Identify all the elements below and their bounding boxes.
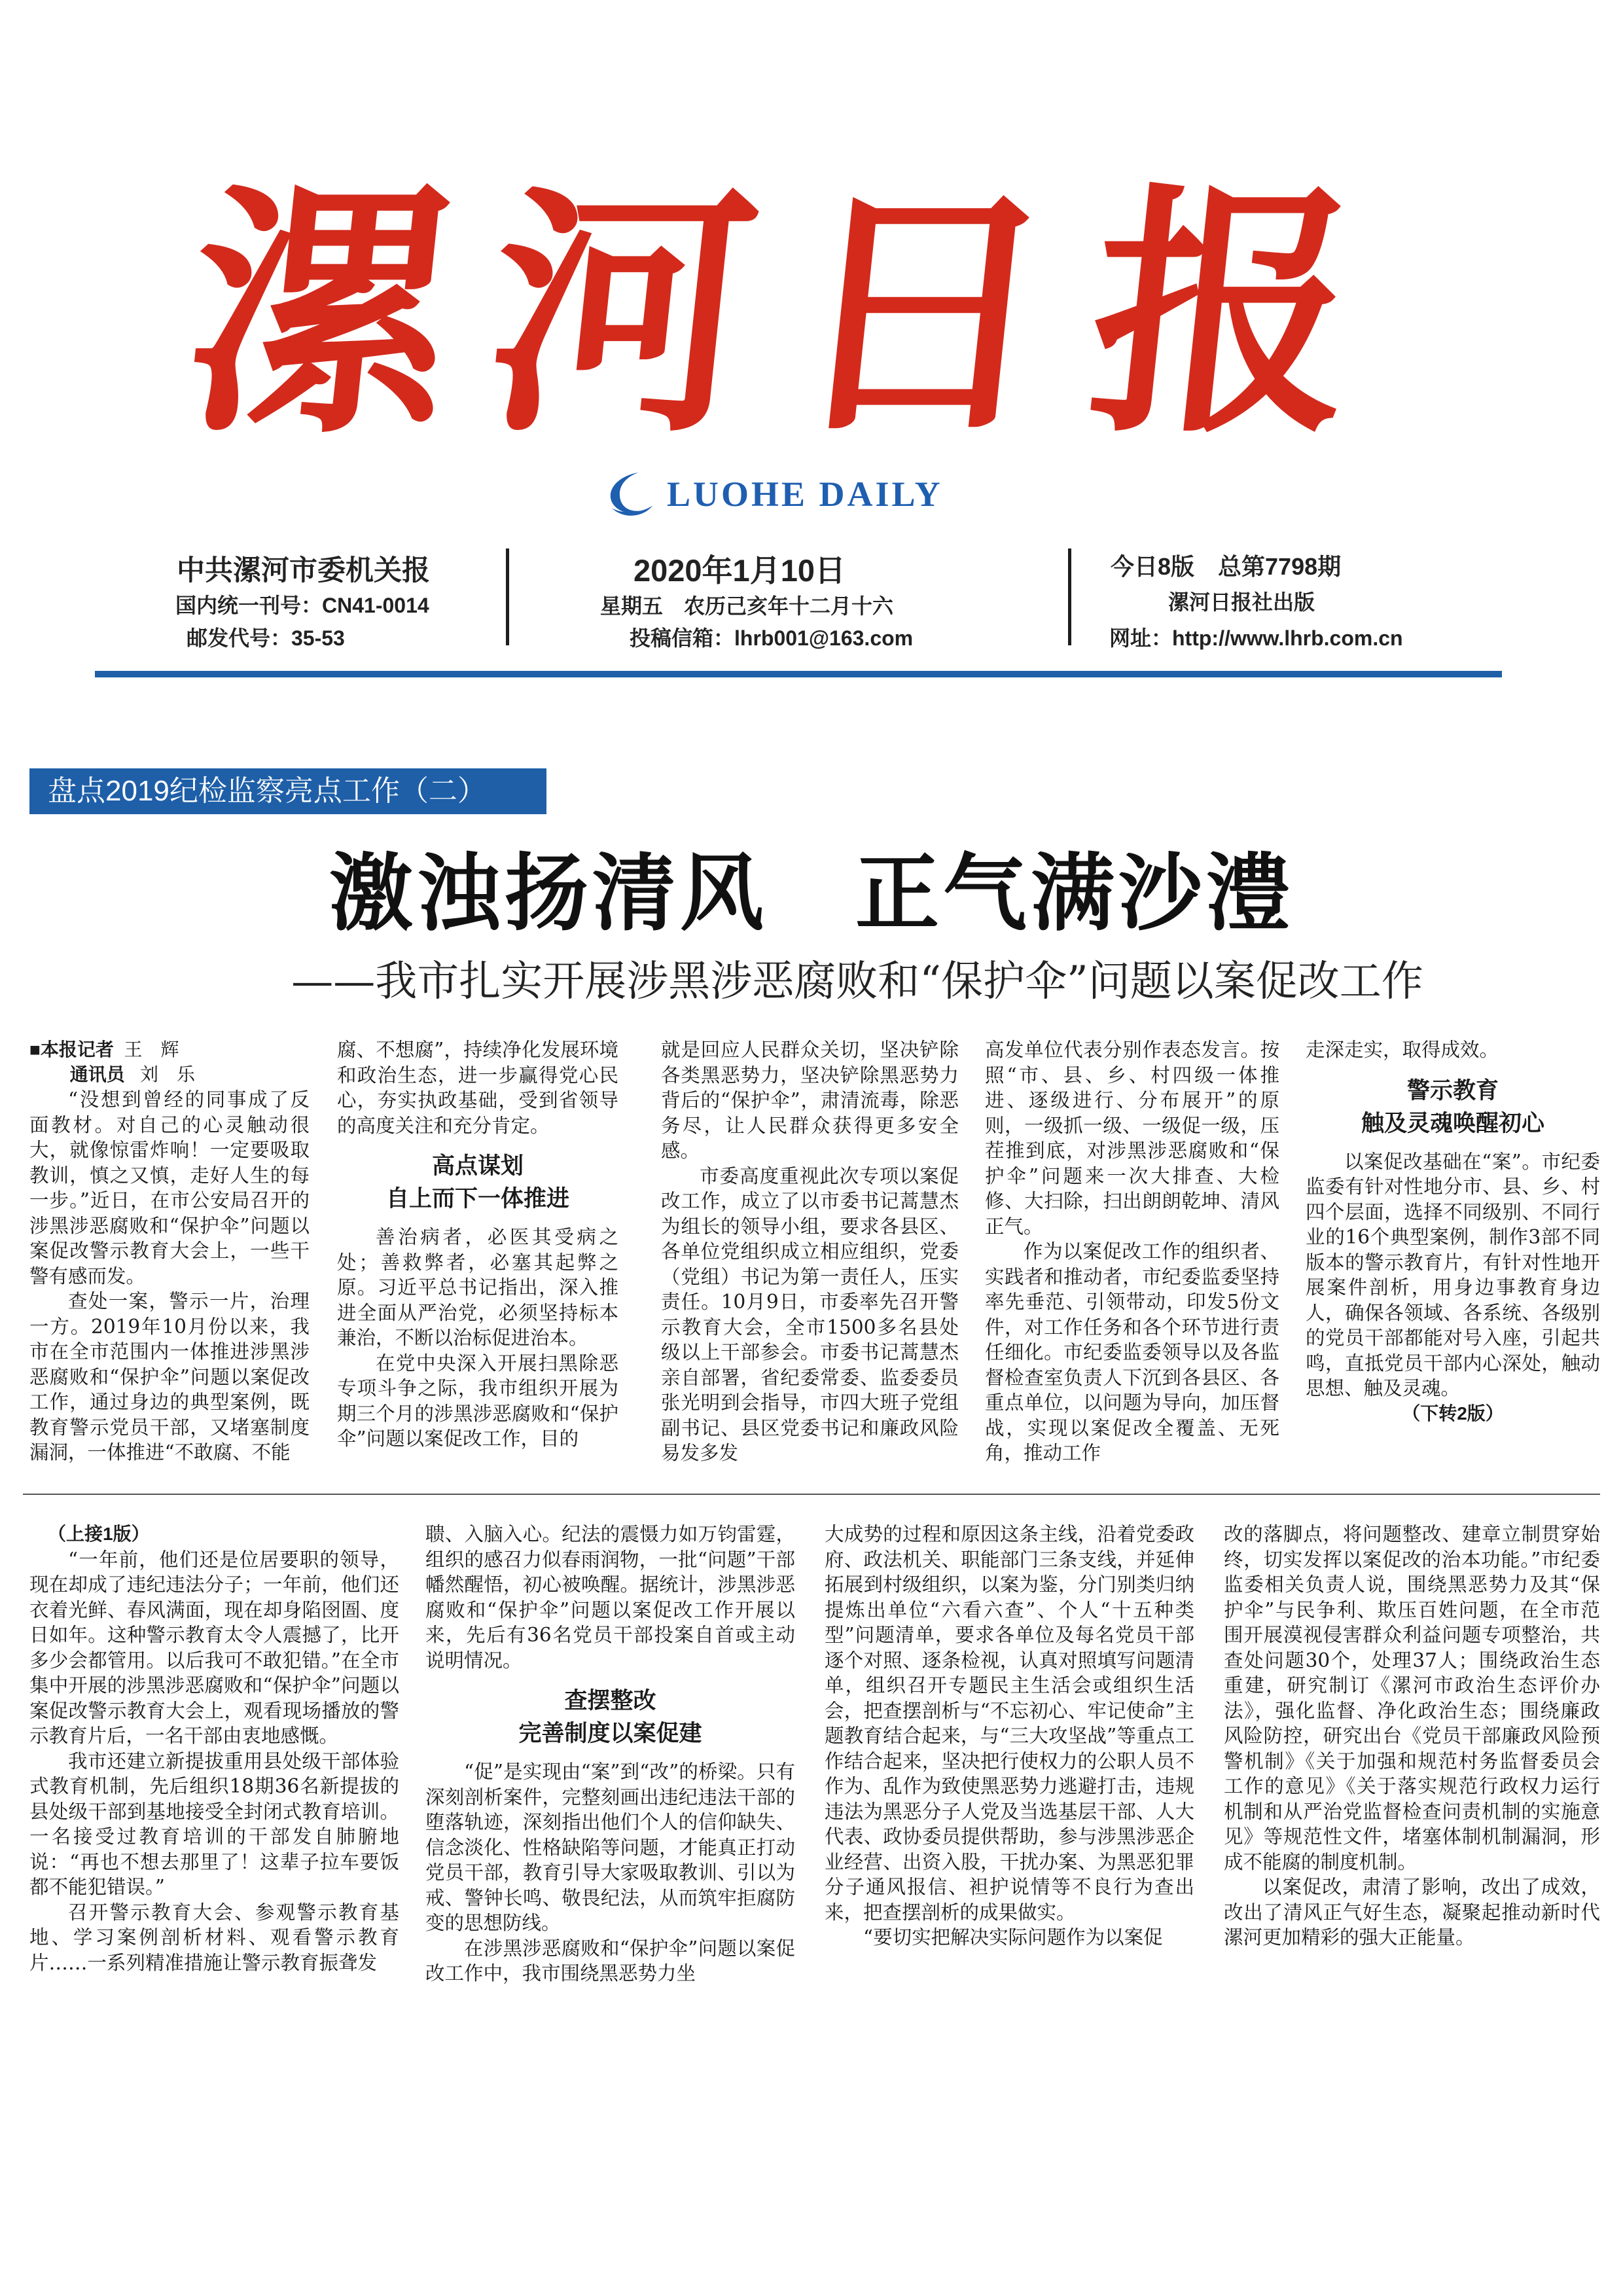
paragraph: 高发单位代表分别作表态发言。按照“市、县、乡、村四级一体推进、逐级进行、分布展开”的原则，一级抓一级、一级促一级，压茬推到底，对涉黑涉恶腐败和“保护伞”问题来一次大排查、大检修、大扫除，扫出朗朗乾坤、清风正气。	[985, 1039, 1279, 1238]
byline-correspondent: 通讯员 刘 乐	[69, 1064, 195, 1085]
paragraph: 召开警示教育大会、参观警示教育基地、学习案例剖析材料、观看警示教育片……一系列精准措施让警示教育振聋发	[29, 1901, 399, 1974]
section-divider	[23, 1494, 1600, 1495]
paragraph: 就是回应人民群众关切，坚决铲除各类黑恶势力，坚决铲除黑恶势力背后的“保护伞”，肃清流毒，除恶务尽，让人民群众获得更多安全感。	[661, 1039, 959, 1162]
lower-column-3	[825, 1522, 1194, 2026]
upper-column-5	[1306, 1037, 1600, 1476]
paragraph: 在党中央深入开展扫黑除恶专项斗争之际，我市组织开展为期三个月的涉黑涉恶腐败和“保护伞”问题以案促改工作，目的	[337, 1352, 618, 1450]
paragraph: “促”是实现由“案”到“改”的桥梁。只有深刻剖析案件，完整刻画出违纪违法干部的堕落轨迹，深刻指出他们个人的信仰缺失、信念淡化、性格缺陷等问题，才能真正打动党员干部，教育引导大家吸取教训、引以为戒、警钟长鸣、敬畏纪法，从而筑牢拒腐防变的思想防线。	[425, 1761, 795, 1934]
submission-email: 投稿信箱：lhrb001@163.com	[630, 626, 914, 650]
paragraph: 查处一案，警示一片，治理一方。2019年10月份以来，我市在全市范围内一体推进涉黑涉恶腐败和“保护伞”问题以案促改工作，通过身边的典型案例，既教育警示党员干部，又堵塞制度漏洞，一体推进“不敢腐、不能	[29, 1290, 310, 1463]
website: 网址：http://www.lhrb.com.cn	[1109, 626, 1403, 650]
lower-column-1	[29, 1522, 399, 2026]
paragraph: “要切实把解决实际问题作为以案促	[863, 1926, 1163, 1948]
subheading-rectification: 查摆整改 完善制度以案促建	[518, 1688, 702, 1746]
paragraph: 腐、不想腐”，持续净化发展环境和政治生态，进一步赢得党心民心，夯实执政基础，受到省领导的高度关注和充分肯定。	[337, 1039, 618, 1137]
upper-column-2	[337, 1037, 618, 1476]
lower-column-4	[1224, 1522, 1600, 2026]
paragraph: 市委高度重视此次专项以案促改工作，成立了以市委书记蒿慧杰为组长的领导小组，要求各县区、各单位党组织成立相应组织，党委（党组）书记为第一责任人，压实责任。10月9日，市委率先召开警示教育大会，全市1500多名县处级以上干部参会。市委书记蒿慧杰亲自部署，省纪委常委、监委委员张光明到会指导，市四大班子党组副书记、县区党委书记和廉政风险易发多发	[661, 1164, 959, 1464]
pages-issue-number: 今日8版 总第7798期	[1111, 553, 1342, 580]
info-divider-right	[1068, 548, 1071, 645]
publisher: 漯河日报社出版	[1168, 590, 1315, 614]
issue-date: 2020年1月10日	[633, 553, 846, 588]
paragraph: 以案促改，肃清了影响，改出了成效，改出了清风正气好生态，凝聚起推动新时代漯河更加精彩的强大正能量。	[1224, 1876, 1600, 1948]
paragraph: 走深走实，取得成效。	[1306, 1039, 1499, 1061]
paragraph: 以案促改基础在“案”。市纪委监委有针对性地分市、县、乡、村四个层面，选择不同级别、不同行业的16个典型案例，制作3部不同版本的警示教育片，有针对性地开展案件剖析，用身边事教育身边人，确保各领域、各系统、各级别的党员干部都能对号入座，引起共鸣，直抵党员干部内心深处，触动思想、触及灵魂。	[1306, 1150, 1600, 1399]
subheading-warning-education: 警示教育 触及灵魂唤醒初心	[1361, 1077, 1544, 1136]
paragraph: 大成势的过程和原因这条主线，沿着党委政府、政法机关、职能部门三条支线，并延伸拓展到村级组织，以案为鉴，分门别类归纳提炼出单位“六看六查”、个人“十五种类型”问题清单，要求各单位及每名党员干部逐个对照、逐条检视，认真对照填写问题清单，组织召开专题民主生活会或组织生活会，把查摆剖析与“不忘初心、牢记使命”主题教育结合起来，与“三大攻坚战”等重点工作结合起来，坚决把行使权力的公职人员不作为、乱作为致使黑恶势力逃避打击，违规违法为黑恶分子人党及当选基层干部、人大代表、政协委员提供帮助，参与涉黑涉恶企业经营、出资入股，干扰办案、为黑恶犯罪分子通风报信、袒护说情等不良行为查出来，把查摆剖析的成果做实。	[825, 1523, 1194, 1924]
subheading-planning: 高点谋划 自上而下一体推进	[385, 1153, 569, 1211]
paragraph: “一年前，他们还是位居要职的领导，现在却成了违纪违法分子；一年前，他们还衣着光鲜、春风满面，现在却身陷囹圄、度日如年。这种警示教育太令人震撼了，比开多少会都管用。以后我可不敢犯错。”在全市集中开展的涉黑涉恶腐败和“保护伞”问题以案促改警示教育大会上，观看现场播放的警示教育片后，一名干部由衷地感慨。	[29, 1548, 399, 1747]
info-left-line3: 邮发代号：35-53	[187, 626, 345, 650]
english-logo	[605, 468, 943, 520]
english-title: LUOHE DAILY	[667, 475, 943, 514]
upper-column-4	[985, 1037, 1279, 1476]
paragraph: 我市还建立新提拔重用县处级干部体验式教育机制，先后组织18期36名新提拔的县处级干部到基地接受全封闭式教育培训。一名接受过教育培训的干部发自肺腑地说：“再也不想去那里了！这辈子拉车要饭都不能犯错误。”	[29, 1749, 399, 1898]
main-headline: 激浊扬清风 正气满沙澧	[329, 844, 1294, 942]
paragraph: 善治病者，必医其受病之处；善救弊者，必塞其起弊之原。习近平总书记指出，深入推进全面从严治党，必须坚持标本兼治，不断以治标促进治本。	[337, 1226, 618, 1349]
paragraph: “没想到曾经的同事成了反面教材。对自己的心灵触动很大，就像惊雷炸响！一定要吸取教训，慎之又慎，走好人生的每一步。”近日，在市公安局召开的涉黑涉恶腐败和“保护伞”问题以案促改警示教育大会上，一些干警有感而发。	[29, 1088, 310, 1287]
info-divider-left	[506, 548, 509, 645]
info-left-line2: 国内统一刊号：CN41-0014	[175, 594, 429, 617]
info-left-line1: 中共漯河市委机关报	[177, 555, 430, 586]
upper-column-3	[661, 1037, 959, 1476]
byline-reporter: ■本报记者 王 辉	[29, 1039, 179, 1060]
weekday-lunar-date: 星期五 农历己亥年十二月十六	[600, 594, 894, 618]
upper-column-1	[29, 1037, 310, 1476]
section-banner: 盘点2019纪检监察亮点工作（二）	[29, 768, 546, 814]
paragraph: 在涉黑涉恶腐败和“保护伞”问题以案促改工作中，我市围绕黑恶势力坐	[425, 1937, 795, 1984]
paragraph: 聩、入脑入心。纪法的震慑力如万钧雷霆，组织的感召力似春雨润物，一批“问题”干部幡然醒悟，初心被唤醒。据统计，涉黑涉恶腐败和“保护伞”问题以案促改工作开展以来，先后有36名党员干部投案自首或主动说明情况。	[425, 1523, 795, 1672]
continued-notice: （下转2版）	[1402, 1403, 1504, 1424]
continued-from-notice: （上接1版）	[48, 1524, 150, 1544]
swirl-logo-icon	[605, 469, 656, 520]
lower-column-2	[425, 1522, 795, 2026]
masthead-rule	[95, 671, 1502, 677]
paragraph: 改的落脚点，将问题整改、建章立制贯穿始终，切实发挥以案促改的治本功能。”市纪委监委相关负责人说，围绕黑恶势力及其“保护伞”与民争利、欺压百姓问题，在全市范围开展漠视侵害群众利益问题专项整治，共查处问题30个，处理37人；围绕政治生态重建，研究制订《漯河市政治生态评价办法》，强化监督、净化政治生态；围绕廉政风险防控，研究出台《党员干部廉政风险预警机制》《关于加强和规范村务监督委员会工作的意见》《关于落实规范行政权力运行机制和从严治党监督检查问责机制的实施意见》等规范性文件，堵塞体制机制漏洞，形成不能腐的制度机制。	[1224, 1523, 1600, 1873]
masthead-title: 漯河日报	[173, 160, 1410, 468]
paragraph: 作为以案促改工作的组织者、实践者和推动者，市纪委监委坚持率先垂范、引领带动，印发5份文件，对工作任务和各个环节进行责任细化。市纪委监委领导以及各监督检查室负责人下沉到各县区、各重点单位，以问题为导向，加压督战，实现以案促改全覆盖、无死角，推动工作	[985, 1240, 1279, 1464]
subheadline: ——我市扎实开展涉黑涉恶腐败和“保护伞”问题以案促改工作	[291, 958, 1423, 1006]
